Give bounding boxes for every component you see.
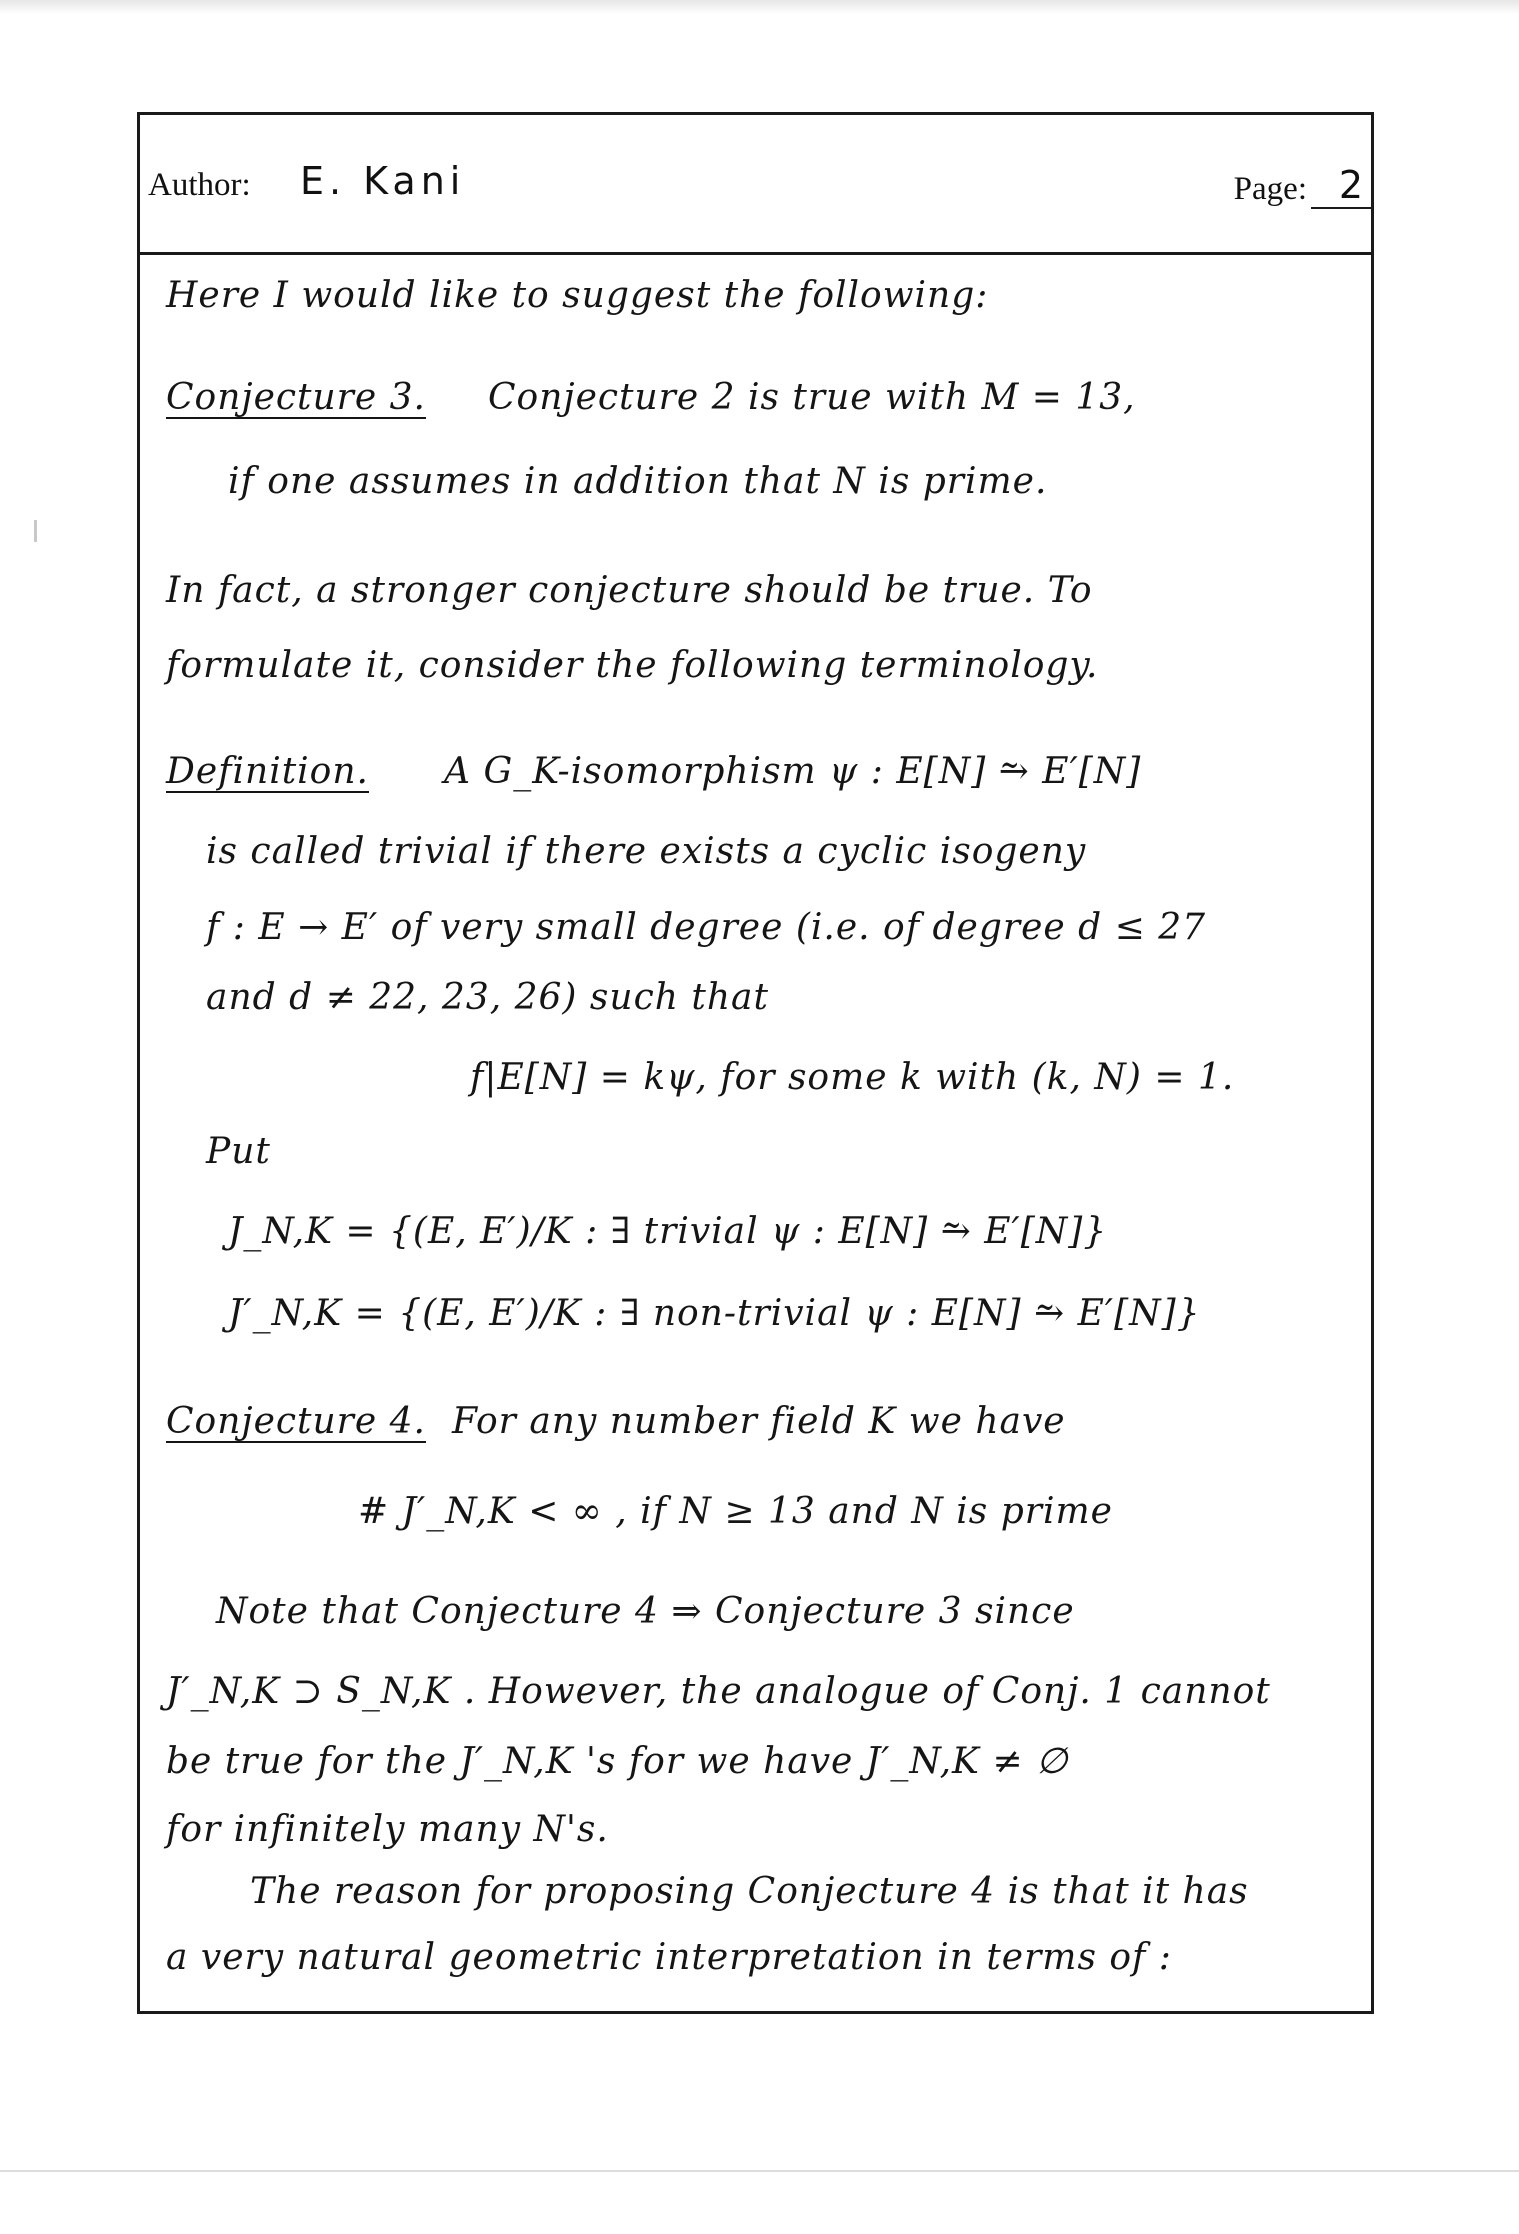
text-line: Conjecture 2 is true with M = 13, xyxy=(488,377,1136,418)
conjecture-4-heading: Conjecture 4. xyxy=(166,1401,426,1442)
definition-heading: Definition. xyxy=(166,751,369,792)
scan-edge-bottom xyxy=(0,2170,1519,2172)
margin-mark xyxy=(34,520,37,542)
text-line: a very natural geometric interpretation in terms of : xyxy=(166,1937,1172,1978)
author-label: Author: xyxy=(148,167,251,203)
text-line: J′_N,K ⊃ S_N,K . However, the analogue of Conj. 1 cannot xyxy=(166,1671,1271,1712)
scan-edge-top xyxy=(0,0,1519,14)
text-line: Note that Conjecture 4 ⇒ Conjecture 3 since xyxy=(216,1591,1075,1632)
text-line: f : E → E′ of very small degree (i.e. of degree d ≤ 27 xyxy=(206,907,1207,948)
page-header xyxy=(140,115,1371,255)
page-number-underline xyxy=(1311,207,1371,209)
conjecture-3-heading: Conjecture 3. xyxy=(166,377,426,418)
text-line: is called trivial if there exists a cyclic isogeny xyxy=(206,831,1087,872)
text-line: be true for the J′_N,K 's for we have J′_N,K ≠ ∅ xyxy=(166,1741,1069,1782)
page-label: Page: xyxy=(1233,171,1307,207)
author-name: E. Kani xyxy=(300,159,466,203)
text-line: formulate it, consider the following terminology. xyxy=(166,645,1099,686)
text-line: A G_K-isomorphism ψ : E[N] ⥲ E′[N] xyxy=(444,751,1142,792)
text-line: and d ≠ 22, 23, 26) such that xyxy=(206,977,769,1018)
formula-line: J_N,K = {(E, E′)/K : ∃ trivial ψ : E[N] ⥲ E′[N]} xyxy=(228,1211,1108,1252)
formula-line: J′_N,K = {(E, E′)/K : ∃ non-trivial ψ : E[N] ⥲ E′[N]} xyxy=(228,1293,1201,1334)
manuscript-sheet xyxy=(137,112,1374,2014)
text-line: Put xyxy=(206,1131,271,1172)
text-line: For any number field K we have xyxy=(452,1401,1066,1442)
text-line: Here I would like to suggest the following: xyxy=(166,275,989,316)
text-line: if one assumes in addition that N is prime. xyxy=(228,461,1048,502)
text-line: The reason for proposing Conjecture 4 is that it has xyxy=(250,1871,1249,1912)
formula-line: # J′_N,K < ∞ , if N ≥ 13 and N is prime xyxy=(358,1491,1113,1532)
text-line: In fact, a stronger conjecture should be true. To xyxy=(166,570,1093,611)
text-line: for infinitely many N's. xyxy=(166,1809,609,1850)
formula-line: f|E[N] = kψ, for some k with (k, N) = 1. xyxy=(470,1057,1235,1098)
page-number: 2 xyxy=(1338,163,1363,207)
